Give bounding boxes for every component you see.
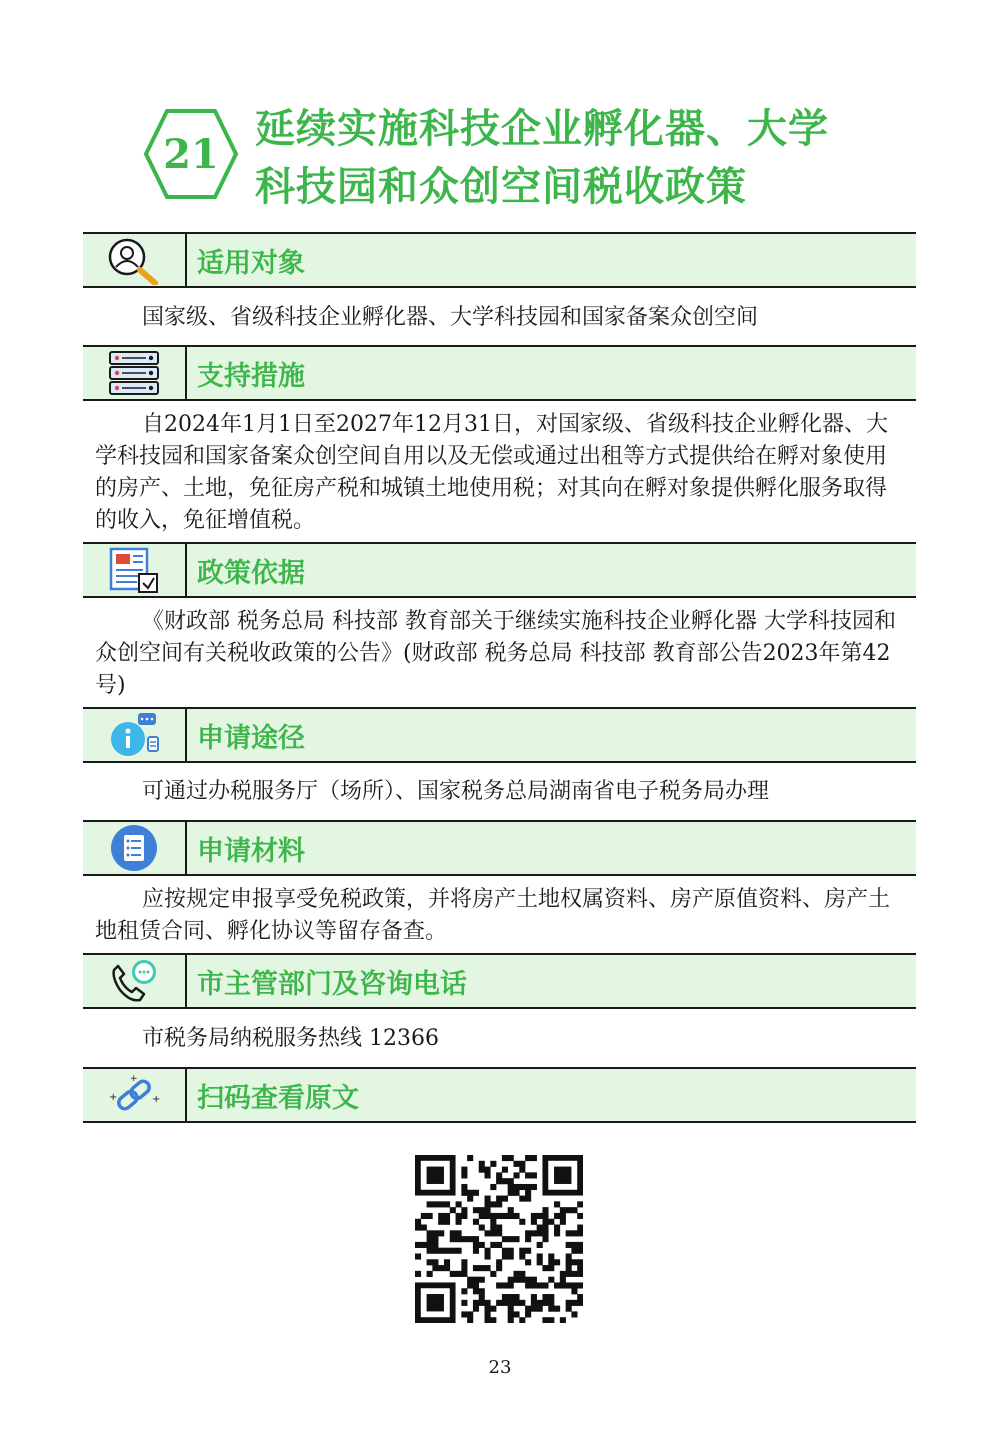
qr-code-icon[interactable] <box>415 1155 583 1323</box>
basis-content: 《财政部 税务总局 科技部 教育部关于继续实施科技企业孵化器 大学科技园和众创空间有关税收政策的公告》(财政部 税务总局 科技部 教育部公告2023年第42号) <box>95 609 896 698</box>
page-title <box>255 100 955 216</box>
server-list-icon <box>83 347 187 399</box>
person-search-icon <box>83 234 187 286</box>
section-label-contact: 市主管部门及咨询电话 <box>197 968 467 1000</box>
link-icon <box>83 1069 187 1121</box>
section-bar-channel <box>83 707 916 763</box>
svg-text:+: + <box>109 1092 118 1103</box>
section-number: 21 <box>163 130 219 178</box>
section-label-channel: 申请途径 <box>197 722 305 754</box>
section-label-basis: 政策依据 <box>197 557 305 589</box>
section-bar-contact <box>83 953 916 1009</box>
section-label-scan: 扫码查看原文 <box>197 1082 359 1114</box>
list-icon <box>83 822 187 874</box>
materials-content: 应按规定申报享受免税政策，并将房产土地权属资料、房产原值资料、房产土地租赁合同、孵化协议等留存备查。 <box>95 887 891 944</box>
section-bar-measures <box>83 345 916 401</box>
section-bar-scan <box>83 1067 916 1123</box>
section-label-target: 适用对象 <box>197 247 305 279</box>
section-bar-basis <box>83 542 916 598</box>
section-bar-materials <box>83 820 916 876</box>
target-content: 国家级、省级科技企业孵化器、大学科技园和国家备案众创空间 <box>142 305 759 330</box>
section-bar-target <box>83 232 916 288</box>
contact-content: 市税务局纳税服务热线 12366 <box>142 1026 439 1051</box>
info-chat-icon <box>83 709 187 761</box>
title-line-2: 科技园和众创空间税收政策 <box>255 164 747 210</box>
phone-icon <box>83 955 187 1007</box>
svg-text:+: + <box>152 1094 161 1105</box>
section-label-measures: 支持措施 <box>197 360 305 392</box>
title-line-1: 延续实施科技企业孵化器、大学 <box>255 106 829 152</box>
channel-content: 可通过办税服务厅（场所）、国家税务总局湖南省电子税务局办理 <box>142 779 770 804</box>
page-number: 23 <box>488 1357 512 1378</box>
document-icon <box>83 544 187 596</box>
measures-content: 自2024年1月1日至2027年12月31日，对国家级、省级科技企业孵化器、大学科技园和国家备案众创空间自用以及无偿或通过出租等方式提供给在孵对象使用的房产、土地，免征房产税和城镇土地使用税；对其向在孵对象提供孵化服务取得的收入，免征增值税。 <box>95 412 888 533</box>
svg-text:+: + <box>130 1074 138 1084</box>
section-label-materials: 申请材料 <box>197 835 305 867</box>
